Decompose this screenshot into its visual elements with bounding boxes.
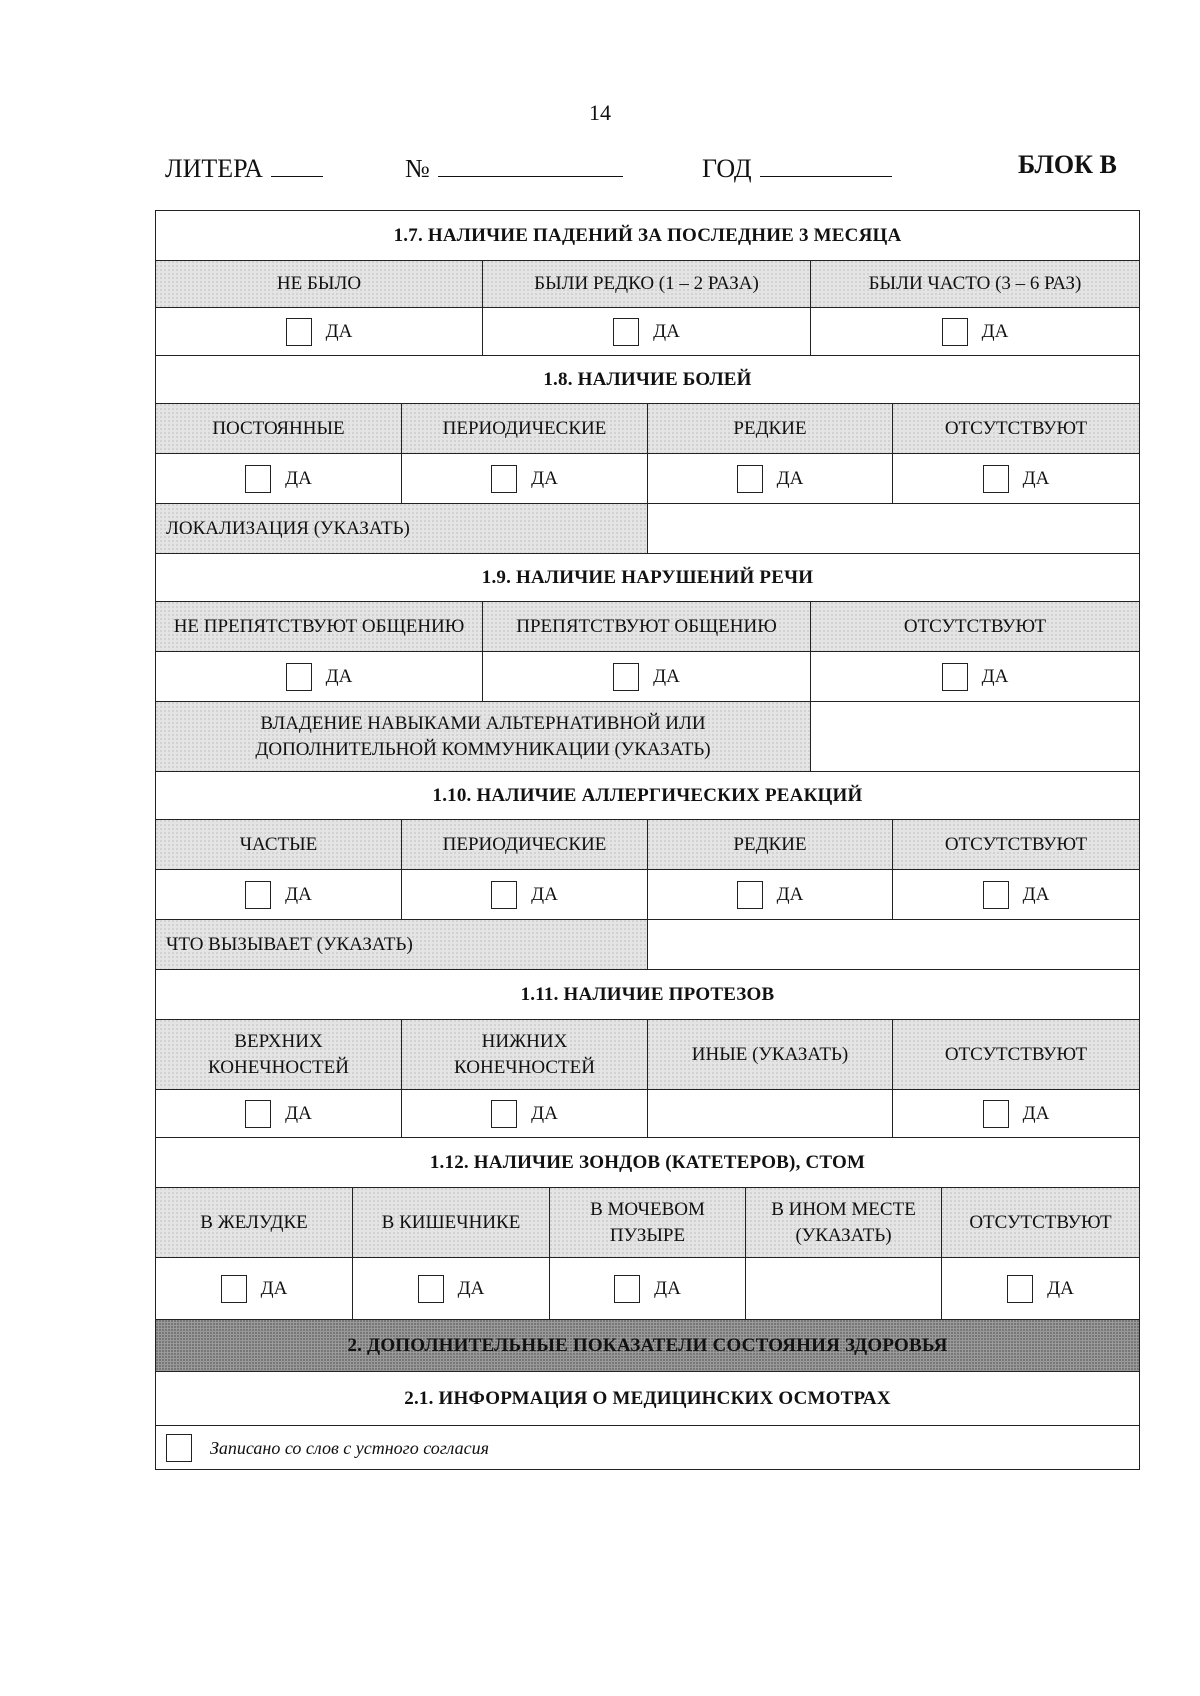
year-field[interactable]	[760, 150, 892, 177]
section-title: 1.9. НАЛИЧИЕ НАРУШЕНИЙ РЕЧИ	[481, 566, 814, 588]
section-title: 1.8. НАЛИЧИЕ БОЛЕЙ	[543, 368, 752, 390]
allergy-absent-checkbox[interactable]	[983, 881, 1009, 909]
consent-row	[156, 1426, 1139, 1470]
year-group	[702, 150, 892, 184]
speech-alt-communication-field[interactable]	[811, 702, 1139, 771]
option-line2: (УКАЗАТЬ)	[795, 1224, 892, 1246]
checkbox-label: ДА	[1022, 883, 1050, 905]
pain-constant-cell	[156, 454, 402, 503]
checkbox-label: ДА	[325, 665, 353, 687]
falls-option-none: НЕ БЫЛО	[156, 261, 483, 307]
allergy-checkbox-row	[156, 870, 1139, 920]
allergy-option-rare: РЕДКИЕ	[648, 820, 893, 869]
speech-options-row	[156, 602, 1139, 652]
probes-intestine-checkbox[interactable]	[418, 1275, 444, 1303]
probes-option-stomach: В ЖЕЛУДКЕ	[156, 1188, 353, 1257]
prosthesis-absent-cell	[893, 1090, 1139, 1137]
section-speech-title-row	[156, 554, 1139, 602]
speech-alt-line1: ВЛАДЕНИЕ НАВЫКАМИ АЛЬТЕРНАТИВНОЙ ИЛИ	[260, 712, 706, 734]
falls-rare-checkbox[interactable]	[613, 318, 639, 346]
probes-stomach-checkbox[interactable]	[221, 1275, 247, 1303]
prosthesis-upper-checkbox[interactable]	[245, 1100, 271, 1128]
prosthesis-absent-checkbox[interactable]	[983, 1100, 1009, 1128]
pain-option-constant: ПОСТОЯННЫЕ	[156, 404, 402, 453]
page-number: 14	[589, 100, 611, 125]
option-line1: В ИНОМ МЕСТЕ	[771, 1198, 916, 1220]
allergy-periodic-cell	[402, 870, 648, 919]
number-group	[405, 150, 623, 184]
health-form-table	[155, 210, 1140, 1470]
checkbox-label: ДА	[325, 320, 353, 342]
section-exams-title-row	[156, 1372, 1139, 1426]
allergy-option-periodic: ПЕРИОДИЧЕСКИЕ	[402, 820, 648, 869]
prosthesis-lower-cell	[402, 1090, 648, 1137]
year-label: ГОД	[702, 154, 752, 183]
checkbox-label: ДА	[531, 467, 558, 489]
falls-checkbox-row	[156, 308, 1139, 356]
section-title: 1.11. НАЛИЧИЕ ПРОТЕЗОВ	[520, 983, 775, 1005]
consent-cell	[156, 1426, 1139, 1469]
option-line1: В МОЧЕВОМ	[590, 1198, 705, 1220]
speech-alt-communication-row	[156, 702, 1139, 772]
probes-absent-checkbox[interactable]	[1007, 1275, 1033, 1303]
probes-bladder-checkbox[interactable]	[614, 1275, 640, 1303]
pain-options-row	[156, 404, 1139, 454]
allergy-cause-row	[156, 920, 1139, 970]
allergy-periodic-checkbox[interactable]	[491, 881, 517, 909]
pain-absent-checkbox[interactable]	[983, 465, 1009, 493]
probes-option-intestine: В КИШЕЧНИКЕ	[353, 1188, 550, 1257]
option-line2: ПУЗЫРЕ	[609, 1224, 686, 1246]
prosthesis-option-absent: ОТСУТСТВУЮТ	[893, 1020, 1139, 1089]
prosthesis-option-lower	[402, 1020, 648, 1089]
pain-rare-checkbox[interactable]	[737, 465, 763, 493]
block-label: БЛОК В	[1018, 150, 1117, 179]
checkbox-label: ДА	[285, 1102, 312, 1124]
prosthesis-other-field[interactable]	[648, 1090, 893, 1137]
speech-no-hinder-cell	[156, 652, 483, 701]
checkbox-label: ДА	[653, 320, 680, 342]
prosthesis-options-row	[156, 1020, 1139, 1090]
section-title: 2.1. ИНФОРМАЦИЯ О МЕДИЦИНСКИХ ОСМОТРАХ	[404, 1387, 891, 1409]
probes-bladder-cell	[550, 1258, 746, 1319]
allergy-cause-label: ЧТО ВЫЗЫВАЕТ (УКАЗАТЬ)	[156, 920, 648, 969]
allergy-rare-cell	[648, 870, 893, 919]
allergy-cause-field[interactable]	[648, 920, 1139, 969]
prosthesis-option-upper	[156, 1020, 402, 1089]
pain-constant-checkbox[interactable]	[245, 465, 271, 493]
probes-other-place-field[interactable]	[746, 1258, 942, 1319]
section-title: 1.12. НАЛИЧИЕ ЗОНДОВ (КАТЕТЕРОВ), СТОМ	[429, 1151, 866, 1173]
prosthesis-upper-cell	[156, 1090, 402, 1137]
section-probes-title-row	[156, 1138, 1139, 1188]
speech-checkbox-row	[156, 652, 1139, 702]
falls-none-checkbox[interactable]	[286, 318, 312, 346]
checkbox-label: ДА	[260, 1277, 288, 1299]
prosthesis-lower-checkbox[interactable]	[491, 1100, 517, 1128]
checkbox-label: ДА	[776, 467, 804, 489]
speech-alt-line2: ДОПОЛНИТЕЛЬНОЙ КОММУНИКАЦИИ (УКАЗАТЬ)	[255, 738, 711, 760]
probes-option-absent: ОТСУТСТВУЮТ	[942, 1188, 1139, 1257]
checkbox-label: ДА	[531, 1102, 558, 1124]
speech-absent-checkbox[interactable]	[942, 663, 968, 691]
litera-label: ЛИТЕРА	[165, 154, 264, 183]
checkbox-label: ДА	[285, 883, 312, 905]
speech-option-hinder: ПРЕПЯТСТВУЮТ ОБЩЕНИЮ	[483, 602, 811, 651]
section-additional-title-row	[156, 1320, 1139, 1372]
pain-rare-cell	[648, 454, 893, 503]
option-line1: ВЕРХНИХ	[234, 1030, 323, 1052]
probes-options-row	[156, 1188, 1139, 1258]
falls-rare-cell	[483, 308, 811, 355]
section-allergy-title-row	[156, 772, 1139, 820]
checkbox-label: ДА	[776, 883, 804, 905]
form-header	[0, 150, 1200, 190]
pain-option-rare: РЕДКИЕ	[648, 404, 893, 453]
checkbox-label: ДА	[1047, 1277, 1074, 1299]
speech-hinder-cell	[483, 652, 811, 701]
option-line1: НИЖНИХ	[481, 1030, 568, 1052]
pain-option-absent: ОТСУТСТВУЮТ	[893, 404, 1139, 453]
pain-periodic-checkbox[interactable]	[491, 465, 517, 493]
falls-frequent-checkbox[interactable]	[942, 318, 968, 346]
speech-absent-cell	[811, 652, 1139, 701]
probes-intestine-cell	[353, 1258, 550, 1319]
speech-alt-communication-label	[156, 702, 811, 771]
prosthesis-option-other: ИНЫЕ (УКАЗАТЬ)	[648, 1020, 893, 1089]
speech-option-absent: ОТСУТСТВУЮТ	[811, 602, 1139, 651]
falls-option-frequent: БЫЛИ ЧАСТО (3 – 6 РАЗ)	[811, 261, 1139, 307]
pain-localization-label: ЛОКАЛИЗАЦИЯ (УКАЗАТЬ)	[156, 504, 648, 553]
probes-option-other-place	[746, 1188, 942, 1257]
probes-option-bladder	[550, 1188, 746, 1257]
section-title: 2. ДОПОЛНИТЕЛЬНЫЕ ПОКАЗАТЕЛИ СОСТОЯНИЯ ЗДОРОВЬЯ	[156, 1320, 1139, 1371]
probes-stomach-cell	[156, 1258, 353, 1319]
pain-absent-cell	[893, 454, 1139, 503]
litera-field[interactable]	[271, 150, 323, 177]
speech-hinder-checkbox[interactable]	[613, 663, 639, 691]
pain-periodic-cell	[402, 454, 648, 503]
consent-checkbox[interactable]	[166, 1434, 192, 1462]
section-pain-title-row	[156, 356, 1139, 404]
probes-checkbox-row	[156, 1258, 1139, 1320]
pain-option-periodic: ПЕРИОДИЧЕСКИЕ	[402, 404, 648, 453]
checkbox-label: ДА	[653, 665, 680, 687]
checkbox-label: ДА	[981, 320, 1009, 342]
checkbox-label: ДА	[1022, 467, 1050, 489]
allergy-option-frequent: ЧАСТЫЕ	[156, 820, 402, 869]
option-line2: КОНЕЧНОСТЕЙ	[208, 1056, 349, 1078]
pain-checkbox-row	[156, 454, 1139, 504]
checkbox-label: ДА	[531, 883, 558, 905]
number-field[interactable]	[438, 150, 623, 177]
allergy-frequent-checkbox[interactable]	[245, 881, 271, 909]
allergy-absent-cell	[893, 870, 1139, 919]
speech-option-no-hinder: НЕ ПРЕПЯТСТВУЮТ ОБЩЕНИЮ	[156, 602, 483, 651]
falls-option-rare: БЫЛИ РЕДКО (1 – 2 РАЗА)	[483, 261, 811, 307]
allergy-frequent-cell	[156, 870, 402, 919]
allergy-option-absent: ОТСУТСТВУЮТ	[893, 820, 1139, 869]
option-line2: КОНЕЧНОСТЕЙ	[454, 1056, 595, 1078]
section-falls-title-row	[156, 211, 1139, 261]
falls-options-row	[156, 261, 1139, 308]
checkbox-label: ДА	[457, 1277, 485, 1299]
speech-no-hinder-checkbox[interactable]	[286, 663, 312, 691]
allergy-options-row	[156, 820, 1139, 870]
consent-note: Записано со слов с устного согласия	[210, 1437, 489, 1458]
checkbox-label: ДА	[285, 467, 312, 489]
pain-localization-field[interactable]	[648, 504, 1139, 553]
checkbox-label: ДА	[654, 1277, 681, 1299]
section-title: 1.7. НАЛИЧИЕ ПАДЕНИЙ ЗА ПОСЛЕДНИЕ 3 МЕСЯЦА	[393, 224, 902, 246]
allergy-rare-checkbox[interactable]	[737, 881, 763, 909]
litera-group	[165, 150, 323, 184]
checkbox-label: ДА	[1022, 1102, 1050, 1124]
pain-localization-row	[156, 504, 1139, 554]
section-prosthesis-title-row	[156, 970, 1139, 1020]
falls-none-cell	[156, 308, 483, 355]
prosthesis-checkbox-row	[156, 1090, 1139, 1138]
probes-absent-cell	[942, 1258, 1139, 1319]
falls-frequent-cell	[811, 308, 1139, 355]
section-title: 1.10. НАЛИЧИЕ АЛЛЕРГИЧЕСКИХ РЕАКЦИЙ	[432, 784, 863, 806]
checkbox-label: ДА	[981, 665, 1009, 687]
number-label: №	[405, 154, 430, 183]
